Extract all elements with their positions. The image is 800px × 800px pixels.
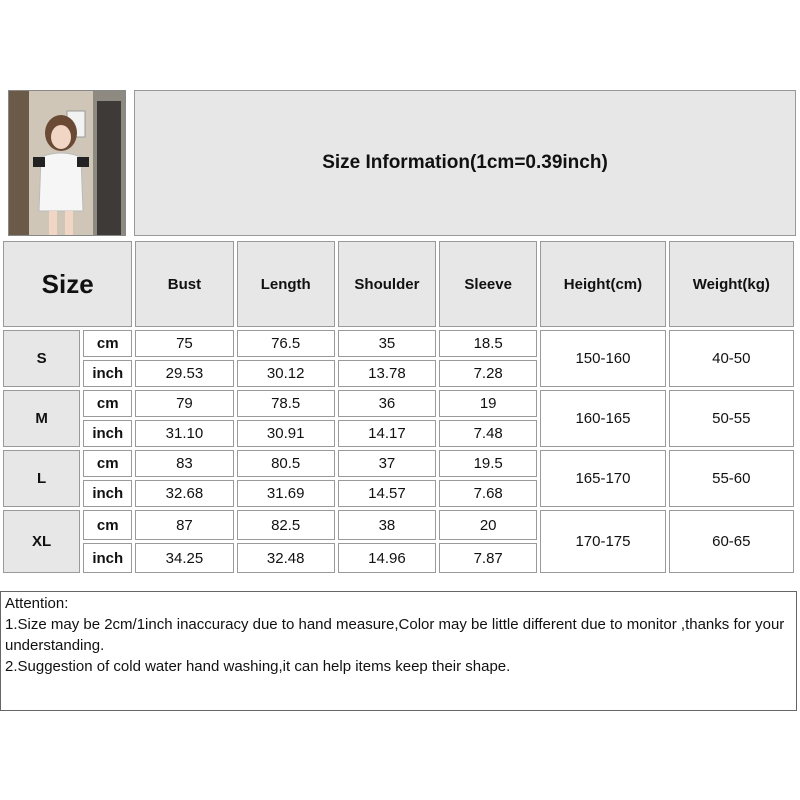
weight-cell: 55-60 <box>669 450 794 507</box>
table-cell: 37 <box>338 450 436 477</box>
table-row <box>3 510 794 540</box>
size-label: L <box>3 450 80 507</box>
size-header: Size <box>3 241 132 327</box>
chart-title: Size Information(1cm=0.39inch) <box>134 90 796 236</box>
table-cell: 75 <box>135 330 233 357</box>
table-row <box>3 390 794 417</box>
model-photo-illustration <box>9 91 125 235</box>
size-label: XL <box>3 510 80 573</box>
weight-cell: 50-55 <box>669 390 794 447</box>
column-header-shoulder: Shoulder <box>338 241 436 327</box>
table-cell: 29.53 <box>135 360 233 387</box>
height-cell: 170-175 <box>540 510 665 573</box>
unit-label: inch <box>83 360 132 387</box>
table-cell: 32.68 <box>135 480 233 507</box>
table-row <box>3 450 794 477</box>
table-cell: 7.28 <box>439 360 537 387</box>
table-cell: 87 <box>135 510 233 540</box>
column-header-height: Height(cm) <box>540 241 665 327</box>
unit-label: cm <box>83 390 132 417</box>
table-cell: 38 <box>338 510 436 540</box>
table-cell: 83 <box>135 450 233 477</box>
table-cell: 14.57 <box>338 480 436 507</box>
table-cell: 19.5 <box>439 450 537 477</box>
table-cell: 31.10 <box>135 420 233 447</box>
height-cell: 150-160 <box>540 330 665 387</box>
unit-label: cm <box>83 510 132 540</box>
table-cell: 14.17 <box>338 420 436 447</box>
table-cell: 20 <box>439 510 537 540</box>
unit-label: cm <box>83 330 132 357</box>
table-cell: 76.5 <box>237 330 335 357</box>
size-label: M <box>3 390 80 447</box>
unit-label: cm <box>83 450 132 477</box>
column-header-length: Length <box>237 241 335 327</box>
table-cell: 7.68 <box>439 480 537 507</box>
product-photo <box>8 90 126 236</box>
size-label: S <box>3 330 80 387</box>
table-cell: 36 <box>338 390 436 417</box>
table-cell: 7.87 <box>439 543 537 573</box>
weight-cell: 40-50 <box>669 330 794 387</box>
unit-label: inch <box>83 420 132 447</box>
table-cell: 82.5 <box>237 510 335 540</box>
table-cell: 35 <box>338 330 436 357</box>
table-cell: 34.25 <box>135 543 233 573</box>
attention-notes <box>0 591 797 711</box>
table-row <box>3 330 794 357</box>
size-table <box>0 238 797 576</box>
column-header-weight: Weight(kg) <box>669 241 794 327</box>
table-cell: 30.12 <box>237 360 335 387</box>
table-cell: 19 <box>439 390 537 417</box>
table-header-row <box>3 241 794 327</box>
height-cell: 165-170 <box>540 450 665 507</box>
table-cell: 18.5 <box>439 330 537 357</box>
unit-label: inch <box>83 480 132 507</box>
table-cell: 32.48 <box>237 543 335 573</box>
table-cell: 7.48 <box>439 420 537 447</box>
notes-heading: Attention: <box>5 595 69 612</box>
weight-cell: 60-65 <box>669 510 794 573</box>
table-cell: 31.69 <box>237 480 335 507</box>
column-header-sleeve: Sleeve <box>439 241 537 327</box>
table-cell: 78.5 <box>237 390 335 417</box>
table-cell: 14.96 <box>338 543 436 573</box>
table-cell: 13.78 <box>338 360 436 387</box>
table-cell: 30.91 <box>237 420 335 447</box>
column-header-bust: Bust <box>135 241 233 327</box>
notes-line-2: 2.Suggestion of cold water hand washing,it can help items keep their shape. <box>5 658 511 675</box>
height-cell: 160-165 <box>540 390 665 447</box>
unit-label: inch <box>83 543 132 573</box>
notes-line-1: 1.Size may be 2cm/1inch inaccuracy due to hand measure,Color may be little different due to monitor ,thanks for your understanding. <box>5 616 785 654</box>
table-cell: 79 <box>135 390 233 417</box>
table-cell: 80.5 <box>237 450 335 477</box>
